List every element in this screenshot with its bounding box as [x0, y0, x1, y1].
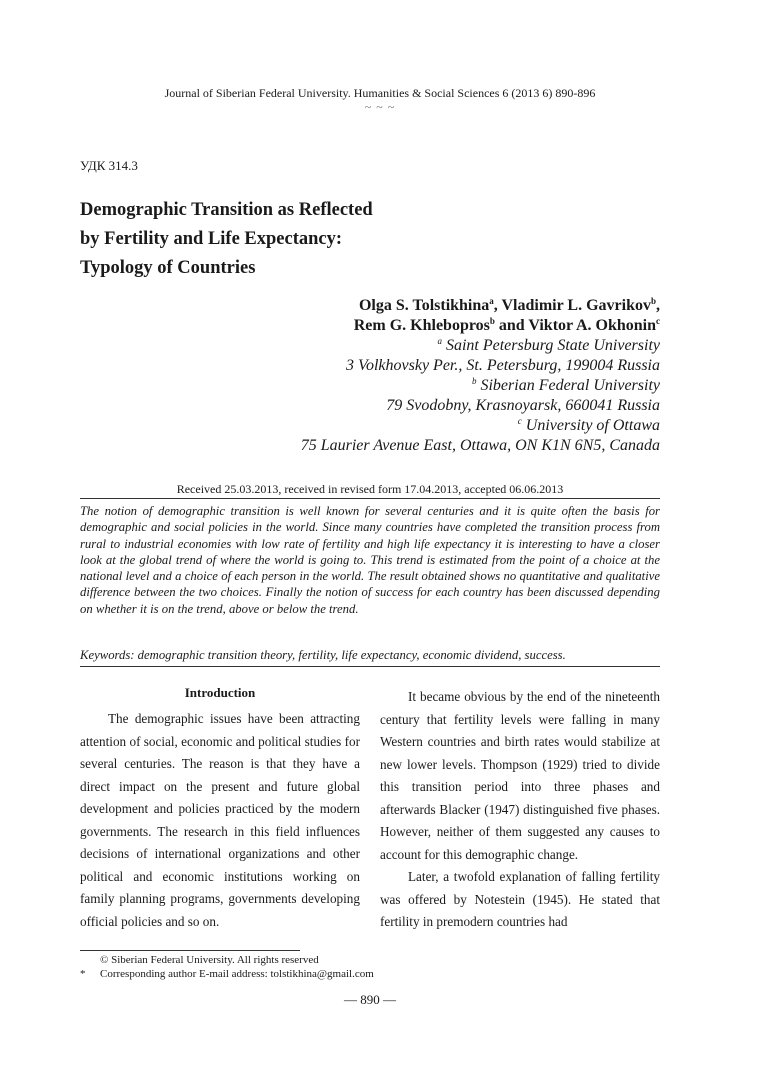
title-line: by Fertility and Life Expectancy: — [80, 229, 343, 249]
author-name: Olga S. Tolstikhina — [358, 297, 490, 314]
udk-code: УДК 314.3 — [80, 158, 138, 173]
section-heading-introduction: Introduction — [184, 685, 256, 700]
affiliation-address: 79 Svodobny, Krasnoyarsk, 660041 Russia — [386, 397, 660, 414]
footnote-text: Corresponding author E-mail address: tolstikhina@gmail.com — [100, 968, 374, 980]
author-sup: a — [489, 296, 494, 306]
author-block — [301, 296, 660, 456]
title-line: Demographic Transition as Reflected — [80, 200, 373, 220]
abstract-top-rule — [80, 498, 660, 499]
affiliation-name — [301, 336, 660, 356]
header-ornament: ~ ~ ~ — [364, 100, 396, 114]
footnote-text: © Siberian Federal University. All rights reserved — [100, 954, 319, 966]
author-sup: c — [656, 316, 660, 326]
author-sup: b — [489, 316, 495, 326]
affiliation-sup: a — [437, 336, 442, 346]
affiliation-name — [301, 416, 660, 436]
received-dates: Received 25.03.2013, received in revised form 17.04.2013, accepted 06.06.2013 — [176, 482, 564, 496]
author-line-2 — [301, 316, 660, 336]
author-name: , Vladimir L. Gavrikov — [493, 297, 651, 314]
author-sup: b — [650, 296, 656, 306]
body-paragraph: Later, a twofold explanation of falling fertility was offered by Notestein (1945). He stated that fertility in premodern countries had — [380, 869, 660, 929]
keywords: Keywords: demographic transition theory, fertility, life expectancy, economic dividend, success. — [80, 648, 566, 662]
paper-title — [80, 196, 373, 283]
footnote-corresponding — [80, 968, 374, 980]
right-column — [380, 686, 660, 934]
footnote-rule — [80, 950, 300, 951]
affiliation-sup: b — [471, 376, 477, 386]
journal-header: Journal of Siberian Federal University. Humanities & Social Sciences 6 (2013 6) 890-896 — [164, 86, 596, 100]
footnote-copyright — [80, 954, 319, 966]
author-separator: , — [656, 297, 660, 314]
affiliation-text: University of Ottawa — [521, 417, 660, 434]
author-name: and Viktor A. Okhonin — [494, 317, 656, 334]
page-number: — 890 — — [344, 992, 396, 1007]
affiliation-text: Saint Petersburg State University — [441, 337, 660, 354]
affiliation-sup: c — [517, 416, 522, 426]
affiliation-text: Siberian Federal University — [476, 377, 660, 394]
left-column — [80, 686, 360, 933]
body-paragraph: The demographic issues have been attracting attention of social, economic and political studies for several centuries. The reason is that they have a direct impact on the present and future global development and policies practiced by the modern governments. The research in this field influences decisions of international organizations and other political and economic institutions working on family planning programs, governments developing official policies and so on. — [80, 711, 360, 929]
affiliation-address: 75 Laurier Avenue East, Ottawa, ON K1N 6N5, Canada — [300, 437, 660, 454]
author-name: Rem G. Khlebopros — [353, 317, 490, 334]
affiliation-address: 3 Volkhovsky Per., St. Petersburg, 199004 Russia — [345, 357, 660, 374]
abstract: The notion of demographic transition is well known for several centuries and it is quite often the basis for demographic and social policies in the world. Since many countries have completed the transition process from rural to industrial economies with low rate of fertility and high life expectancy it is interesting to have a closer look at the global trend of where the world is going to. This trend is estimated from the point of a choice at the national level and a choice of each person in the world. The result obtained shows no quantitative and qualitative difference between the two choices. Finally the notion of success for each country has been discussed depending on whether it is on the trend, above or below the trend. — [80, 504, 660, 616]
affiliation-name — [301, 376, 660, 396]
title-line: Typology of Countries — [80, 258, 256, 278]
footnote-mark: * — [80, 968, 86, 980]
author-line-1 — [301, 296, 660, 316]
abstract-bottom-rule — [80, 666, 660, 667]
body-paragraph: It became obvious by the end of the nineteenth century that fertility levels were falling in many Western countries and birth rates would stabilize at new lower levels. Thompson (1929) tried to divide this transition period into three phases and afterwards Blacker (1947) distinguished five phases. However, neither of them suggested any causes to account for this demographic change. — [380, 689, 660, 862]
